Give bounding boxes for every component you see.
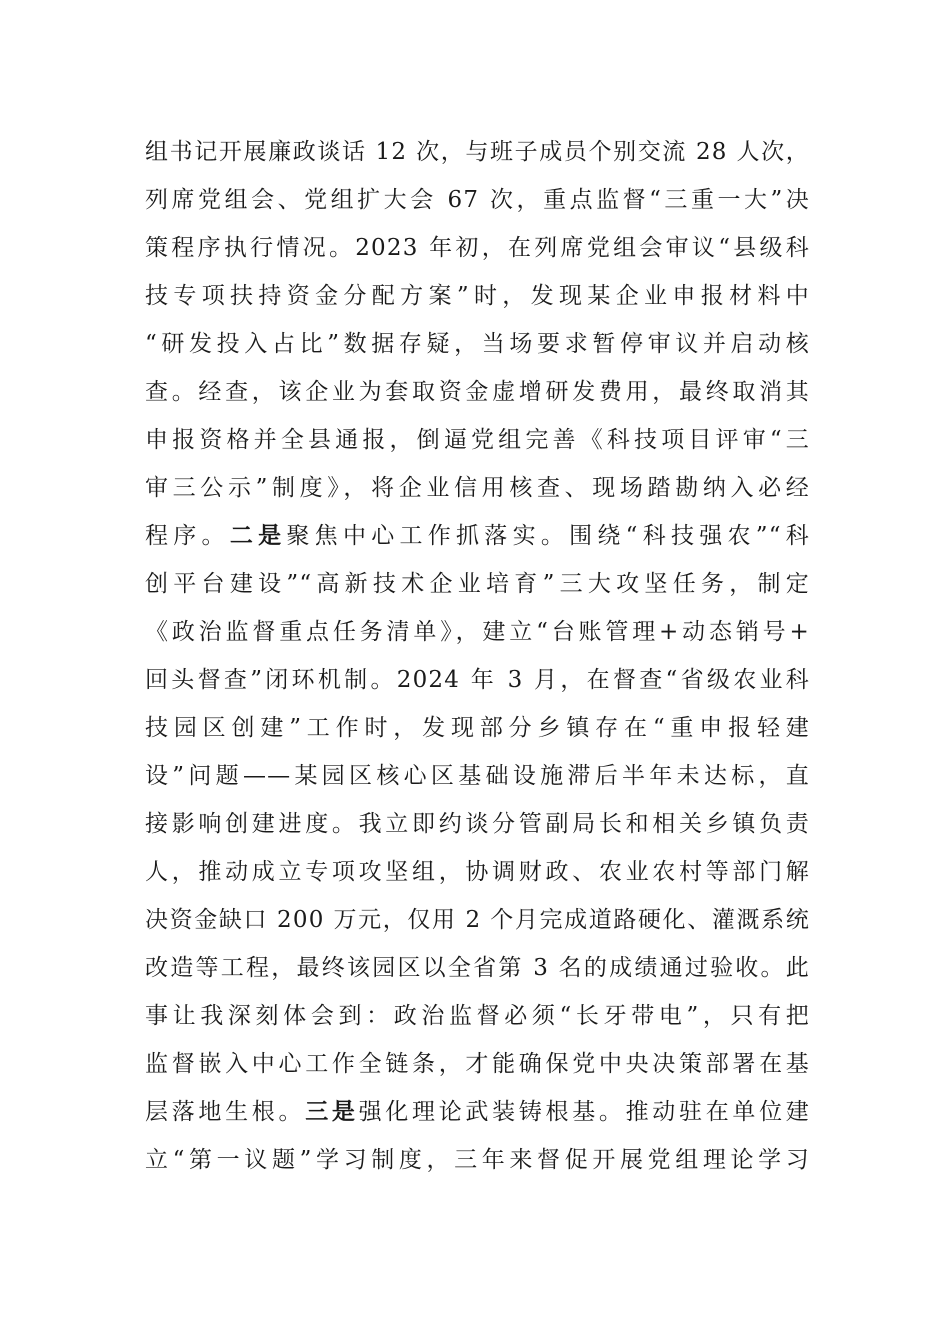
text-line: 事让我深刻体会到：政治监督必须“长牙带电”，只有把 — [145, 1003, 810, 1029]
text-line: “研发投入占比”数据存疑，当场要求暂停审议并启动核 — [145, 331, 810, 357]
text-line: 创平台建设”“高新技术企业培育”三大攻坚任务，制定 — [145, 571, 810, 597]
text-span: 层落地生根。 — [145, 1099, 306, 1125]
text-span: 程序。 — [145, 523, 230, 549]
text-line: 申报资格并全县通报，倒逼党组完善《科技项目评审“三 — [145, 427, 810, 453]
text-line: 审三公示”制度》，将企业信用核查、现场踏勘纳入必经 — [145, 475, 810, 501]
text-line: 接影响创建进度。我立即约谈分管副局长和相关乡镇负责 — [145, 811, 810, 837]
point-marker-three: 三是 — [305, 1099, 359, 1125]
text-line-with-heading — [145, 512, 810, 560]
text-line: 回头督查”闭环机制。2024 年 3 月，在督查“省级农业科 — [145, 667, 810, 693]
text-line: 设”问题——某园区核心区基础设施滞后半年未达标，直 — [145, 763, 810, 789]
body-text — [145, 128, 810, 1184]
text-span: 强化理论武装铸根基。推动驻在单位建 — [358, 1099, 810, 1125]
text-line: 人，推动成立专项攻坚组，协调财政、农业农村等部门解 — [145, 859, 810, 885]
text-line: 列席党组会、党组扩大会 67 次，重点监督“三重一大”决 — [145, 187, 810, 213]
text-line: 策程序执行情况。2023 年初，在列席党组会审议“县级科 — [145, 235, 810, 261]
text-span: 聚焦中心工作抓落实。围绕“科技强农”“科 — [286, 523, 810, 549]
text-line: 查。经查，该企业为套取资金虚增研发费用，最终取消其 — [145, 379, 810, 405]
text-line-with-heading — [145, 1088, 810, 1136]
text-line: 监督嵌入中心工作全链条，才能确保党中央决策部署在基 — [145, 1051, 810, 1077]
text-line: 决资金缺口 200 万元，仅用 2 个月完成道路硬化、灌溉系统 — [145, 907, 810, 933]
text-line: 技专项扶持资金分配方案”时，发现某企业申报材料中 — [145, 283, 810, 309]
text-line: 改造等工程，最终该园区以全省第 3 名的成绩通过验收。此 — [145, 955, 810, 981]
text-line: 立“第一议题”学习制度，三年来督促开展党组理论学习 — [145, 1147, 810, 1173]
text-line: 《政治监督重点任务清单》，建立“台账管理+动态销号+ — [145, 619, 810, 645]
text-line: 组书记开展廉政谈话 12 次，与班子成员个别交流 28 人次， — [145, 139, 810, 165]
text-line: 技园区创建”工作时，发现部分乡镇存在“重申报轻建 — [145, 715, 810, 741]
point-marker-two: 二是 — [229, 523, 287, 549]
